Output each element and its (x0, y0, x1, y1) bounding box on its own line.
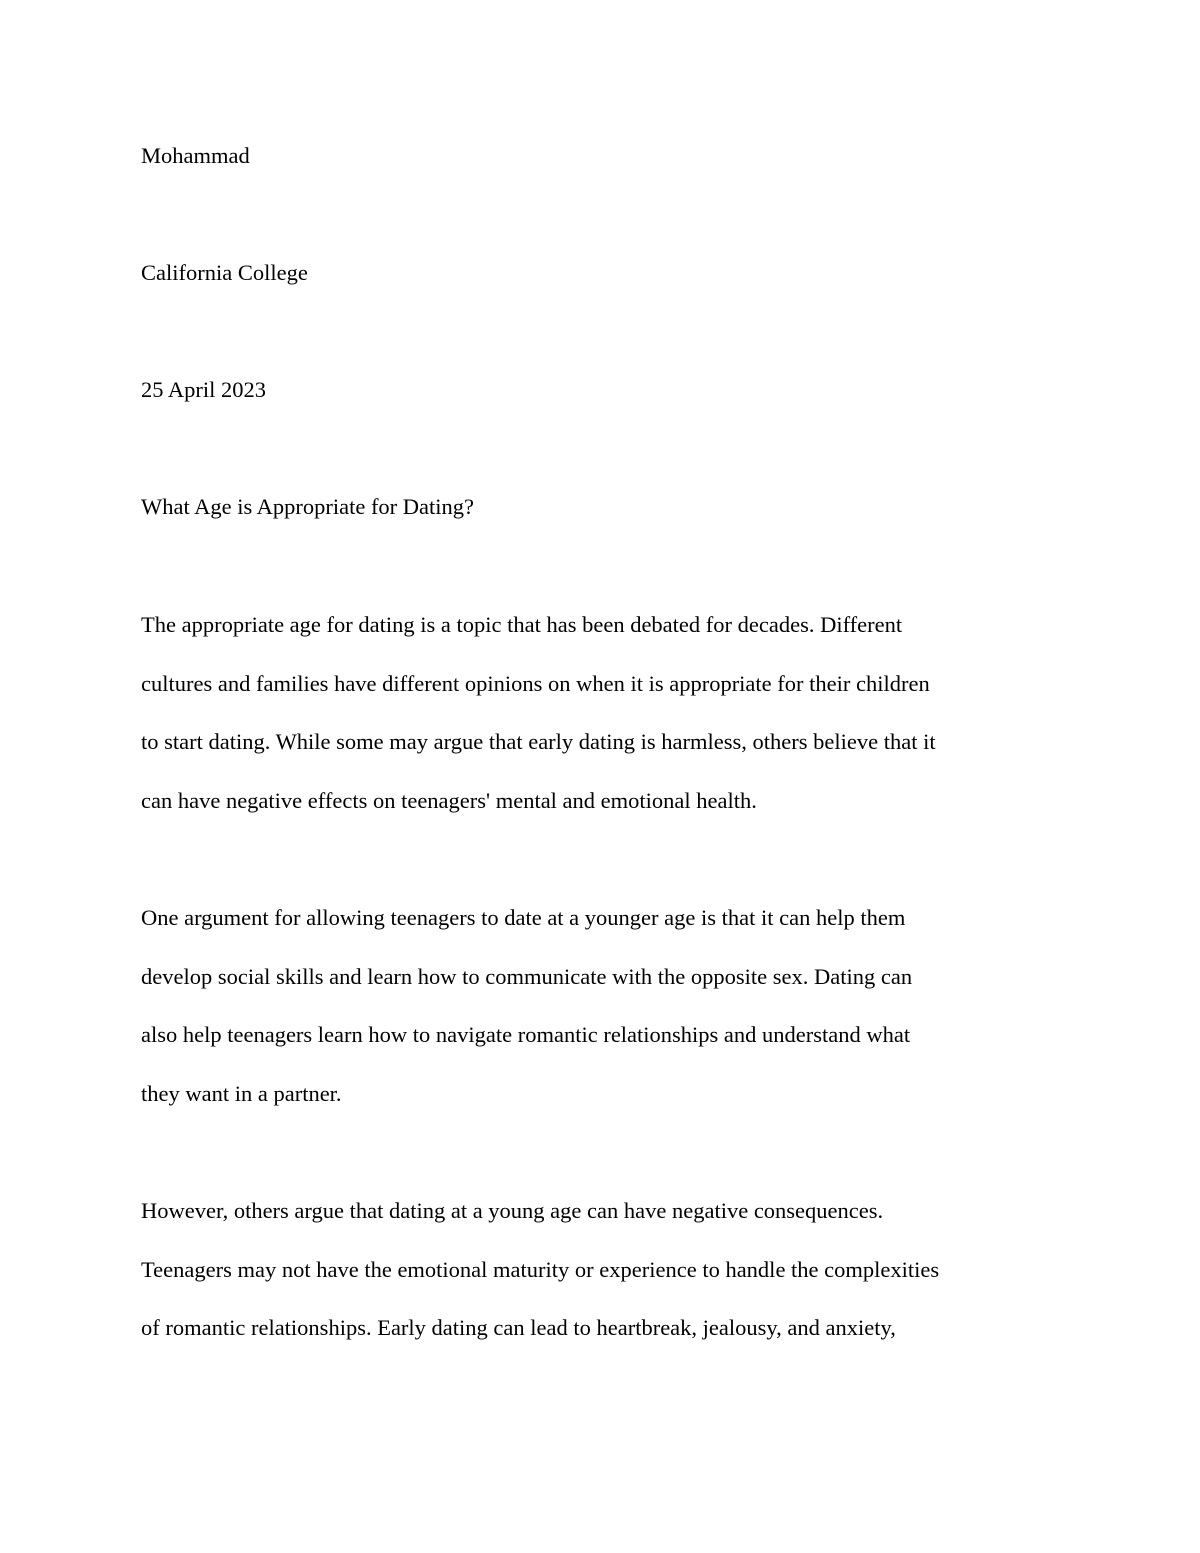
paragraph-line: they want in a partner. (141, 1080, 342, 1106)
institution-name: California College (141, 260, 308, 285)
paragraph-3 (141, 1196, 1051, 1372)
paragraph-2 (141, 903, 1051, 1137)
paragraph-line: of romantic relationships. Early dating can lead to heartbreak, jealousy, and anxiety, (141, 1315, 896, 1341)
author-name: Mohammad (141, 143, 250, 168)
paragraph-line: also help teenagers learn how to navigate romantic relationships and understand what (141, 1022, 911, 1048)
paragraph-line: cultures and families have different opinions on when it is appropriate for their children (141, 670, 930, 696)
paragraph-line: The appropriate age for dating is a topic that has been debated for decades. Different (141, 612, 903, 637)
paragraph-line: develop social skills and learn how to communicate with the opposite sex. Dating can (141, 963, 913, 989)
paragraph-line: Teenagers may not have the emotional maturity or experience to handle the complexities (141, 1256, 940, 1282)
paragraph-line: to start dating. While some may argue that early dating is harmless, others believe that it (141, 729, 936, 755)
document-date: 25 April 2023 (141, 377, 267, 402)
paragraph-line: One argument for allowing teenagers to date at a younger age is that it can help them (141, 905, 906, 930)
paragraph-line: However, others argue that dating at a young age can have negative consequences. (141, 1198, 884, 1223)
paragraph-line: can have negative effects on teenagers' mental and emotional health. (141, 787, 757, 813)
paragraph-1 (141, 610, 1051, 844)
essay-title: What Age is Appropriate for Dating? (141, 494, 475, 519)
